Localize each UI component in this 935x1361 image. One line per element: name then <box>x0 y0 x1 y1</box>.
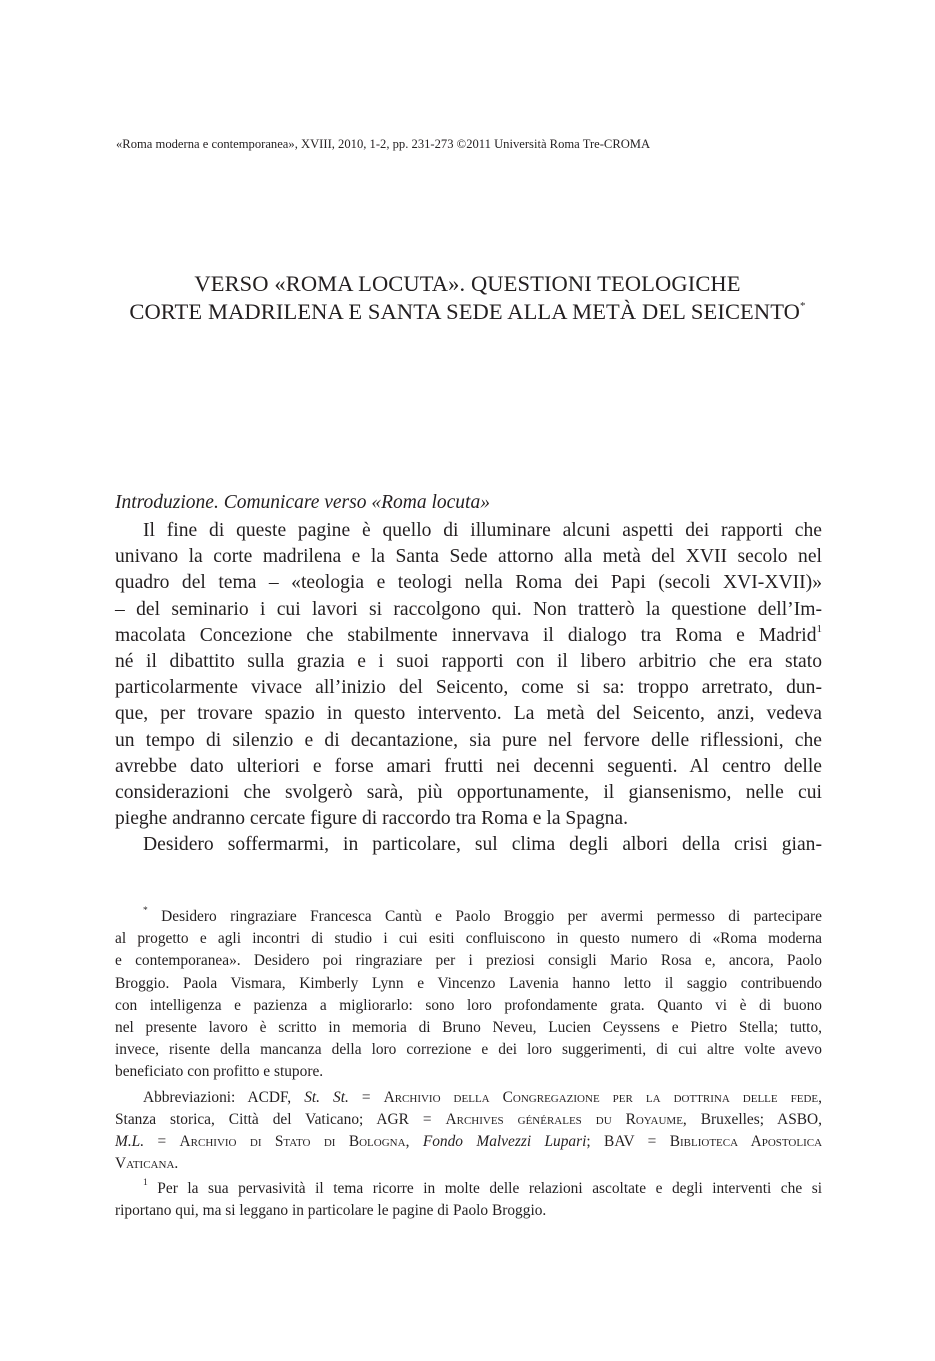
abbr-smallcaps: Archivio di Stato di Bologna <box>179 1132 406 1150</box>
section-heading: Introduzione. Comunicare verso «Roma locuta» <box>115 492 490 513</box>
abbr-text-italic: M.L. <box>115 1132 145 1150</box>
abbr-text: , Bruxelles; ASBO, <box>682 1110 822 1128</box>
body-line: avrebbe dato ulteriori e forse amari frutti nei decenni seguenti. Al centro delle <box>115 755 822 777</box>
footnote-marker: * <box>143 905 148 916</box>
abbr-text: , <box>405 1132 423 1150</box>
abbr-text-italic: Fondo Malvezzi Lupari <box>422 1132 587 1150</box>
body-line: particolarmente vivace all’inizio del Seicento, come si sa: troppo arretrato, dun- <box>115 677 822 699</box>
body-line: – del seminario i cui lavori si raccolgono qui. Non tratterò la questione dell’Im- <box>115 598 822 620</box>
journal-citation-header: «Roma moderna e contemporanea», XVIII, 2010, 1-2, pp. 231-273 ©2011 Università Roma Tre-CROMA <box>116 137 651 151</box>
abbr-text: . <box>174 1155 179 1173</box>
abbr-smallcaps: Vaticana <box>115 1155 175 1173</box>
footnote-line <box>115 906 822 928</box>
footnote-line: con intelligenza e pazienza a migliorarlo: sono loro profondamente grata. Quanto vi è di buono <box>115 996 822 1014</box>
abbr-smallcaps: Archives générales du Royaume <box>445 1110 683 1128</box>
body-text <box>115 518 822 858</box>
title-line-2 <box>100 298 835 326</box>
footnote-line <box>115 1178 822 1200</box>
abbreviations-line <box>115 1087 822 1109</box>
title-line-1: VERSO «ROMA LOCUTA». QUESTIONI TEOLOGICHE <box>194 271 741 296</box>
abbr-text: Stanza storica, Città del Vaticano; AGR = <box>115 1110 446 1128</box>
abbr-text: Abbreviazioni: ACDF, <box>143 1088 305 1106</box>
body-line: considerazioni che svolgerò sarà, più opportunamente, il giansenismo, nelle cui <box>115 781 822 803</box>
body-line: pieghe andranno cercate figure di raccordo tra Roma e la Spagna. <box>115 808 629 830</box>
footnote-line: al progetto e agli incontri di studio i cui esiti confluiscono in questo numero di «Roma moderna <box>115 930 822 948</box>
abbr-text: ; BAV = <box>586 1132 670 1150</box>
footnote-text: Per la sua pervasività il tema ricorre in molte delle relazioni ascoltate e degli interventi che si <box>157 1180 822 1198</box>
abbr-text: = <box>144 1132 180 1150</box>
footnote-line: e contemporanea». Desidero poi ringraziare per i preziosi consigli Mario Rosa e, ancora, Paolo <box>115 952 822 970</box>
footnote-line: invece, risente della mancanza della loro correzione e dei loro suggerimenti, di cui altre volte avevo <box>115 1041 822 1059</box>
footnote-reference[interactable]: 1 <box>816 623 822 636</box>
abbreviations-line <box>115 1109 822 1131</box>
body-line-text: macolata Concezione che stabilmente innervava il dialogo tra Roma e Madrid <box>115 624 817 646</box>
title-note-marker[interactable]: * <box>800 299 806 312</box>
body-line <box>115 623 822 649</box>
body-line: né il dibattito sulla grazia e i suoi rapporti con il libero arbitrio che era stato <box>115 650 822 672</box>
abbr-smallcaps: Biblioteca Apostolica <box>669 1132 823 1150</box>
footnote-line: riportano qui, ma si leggano in particolare le pagine di Paolo Broggio. <box>115 1202 547 1220</box>
body-line: univano la corte madrilena e la Santa Sede attorno alla metà del XVII secolo nel <box>115 546 822 568</box>
abbreviations-line <box>115 1131 822 1153</box>
title-line-2-text: CORTE MADRILENA E SANTA SEDE ALLA METÀ DEL SEICENTO <box>129 299 801 324</box>
footnote-marker: 1 <box>143 1178 148 1189</box>
abbr-text: = <box>348 1088 384 1106</box>
article-title <box>100 270 835 326</box>
body-line: Desidero soffermarmi, in particolare, sul clima degli albori della crisi gian- <box>143 834 822 856</box>
abbr-text-italic: St. St. <box>304 1088 349 1106</box>
footnote-line: Broggio. Paola Vismara, Kimberly Lynn e Vincenzo Lavenia hanno letto il saggio contribuendo <box>115 974 822 992</box>
footnotes <box>115 906 822 1223</box>
abbreviations-line <box>115 1153 822 1175</box>
footnote-line: nel presente lavoro è scritto in memoria di Bruno Neveu, Lucien Ceyssens e Pietro Stella; tutto, <box>115 1018 822 1036</box>
body-line: un tempo di silenzio e di decantazione, sia pure nel fervore delle riflessioni, che <box>115 729 822 751</box>
body-line: Il fine di queste pagine è quello di illuminare alcuni aspetti dei rapporti che <box>143 520 822 541</box>
body-line: que, per trovare spazio in questo intervento. La metà del Seicento, anzi, vedeva <box>115 703 822 725</box>
abbr-smallcaps: Archivio della Congregazione per la dottrina delle fede, <box>383 1088 822 1106</box>
footnote-line: beneficiato con profitto e stupore. <box>115 1063 324 1081</box>
body-line: quadro del tema – «teologia e teologi nella Roma dei Papi (secoli XVI-XVII)» <box>115 572 822 594</box>
footnote-text: Desidero ringraziare Francesca Cantù e Paolo Broggio per avermi permesso di partecipare <box>161 908 822 925</box>
